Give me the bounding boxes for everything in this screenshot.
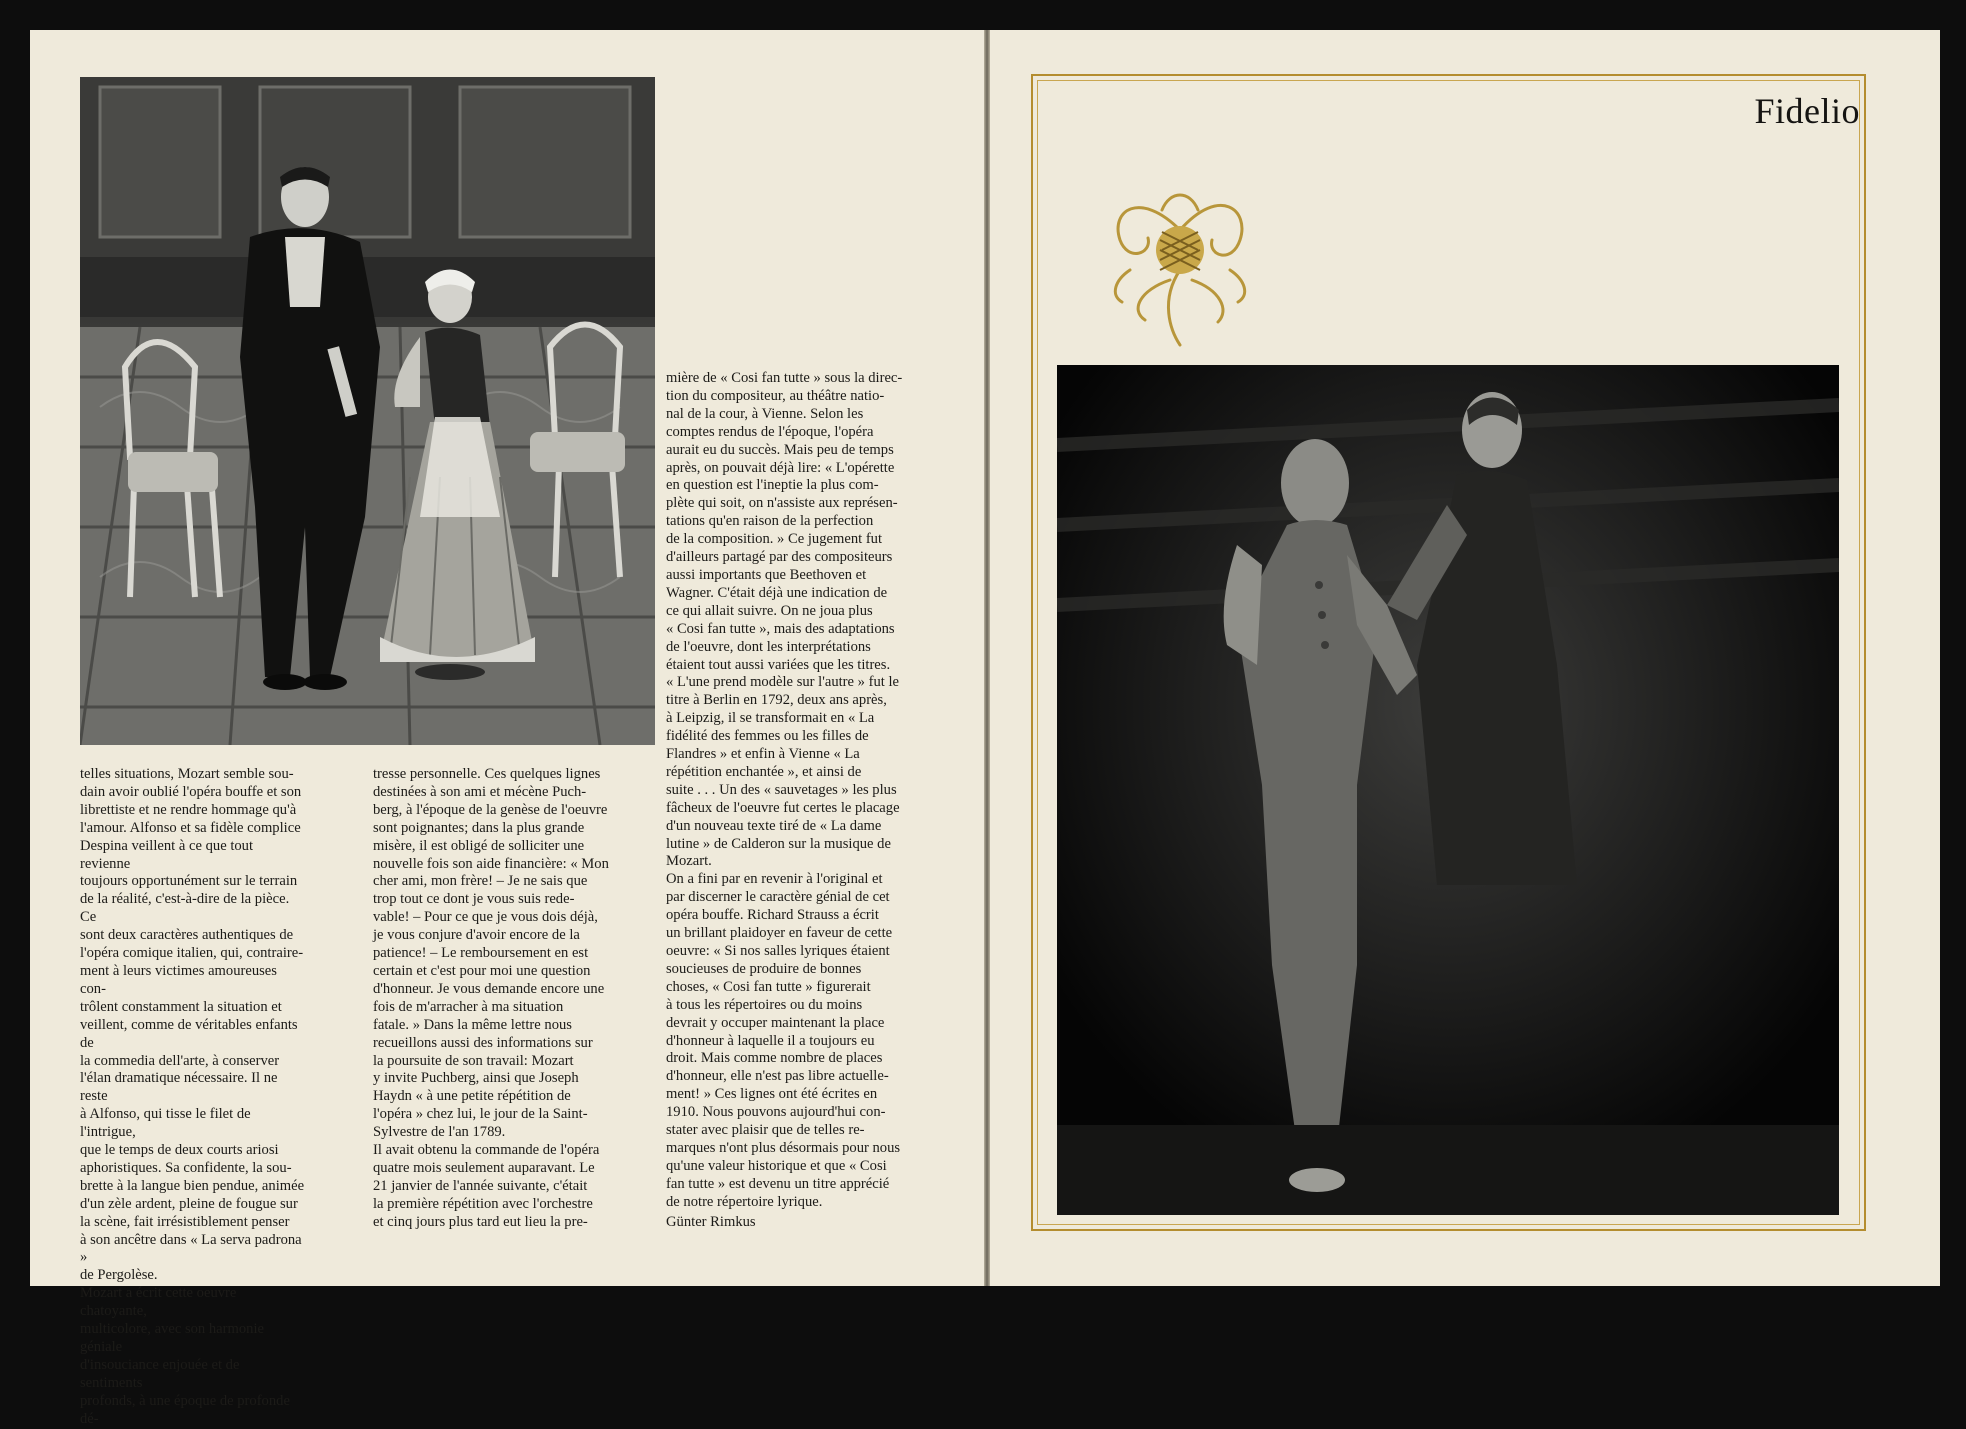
article-text: telles situations, Mozart semble sou- dain avoir oublié l'opéra bouffe et son librettiste et ne rendre hommage qu'à l'amour. Alfonso et sa fidèle complice Despina veillent à ce que tout revienne toujours opportunément sur le terrain de la réalité, c'est-à-dire de la pièce. Ce sont deux caractères authentiques de l'opéra comique italien, qui, contraire- ment à leurs victimes amoureuses con- trôlent constamment la situation et veillent, comme de véritables enfants de la commedia dell'arte, à conserver l'élan dramatique nécessaire. Il ne reste à Alfonso, qui tisse le filet de l'intrigue, que le temps de deux courts ariosi aphoristiques. Sa confidente, la sou- brette à la langue bien pendue, animée d'un zèle ardent, pleine de fougue sur la scène, fait irrésistiblement penser à son ancêtre dans « La serva padrona » de Pergolèse. Mozart a écrit cette oeuvre chatoyante, multicolore, avec son harmonie géniale d'insouciance enjouée et de sentiments profonds, à une époque de profonde dé- (80, 766, 305, 1427)
page-title: Fidelio (1754, 91, 1860, 131)
article-column-1 (80, 766, 305, 1429)
gold-rococo-ornament-icon (1100, 170, 1260, 350)
article-column-3 (666, 370, 956, 1232)
article-text: mière de « Cosi fan tutte » sous la direc- tion du compositeur, au théâtre natio- nal de la cour, à Vienne. Selon les comptes rendus de l'époque, l'opéra aurait eu du succès. Mais peu de temps après, on pouvait déjà lire: « L'opérette en question est l'ineptie la plus com- plète qui soit, on n'assiste aux représen- tations qu'en raison de la perfection de la composition. » Ce jugement fut d'ailleurs partagé par des compositeurs aussi importants que Beethoven et Wagner. C'était déjà une indication de ce qui allait suivre. On ne joua plus « Cosi fan tutte », mais des adaptations de l'oeuvre, dont les interprétations étaient tout aussi variées que les titres. « L'une prend modèle sur l'autre » fut le titre à Berlin en 1792, deux ans après, à Leipzig, il se transformait en « La fidélité des femmes ou les filles de Flandres » et enfin à Vienne « La répétition enchantée », et ainsi de suite . . . Un des « sauvetages » les plus fâcheux de l'oeuvre fut certes le placage d'un nouveau texte tiré de « La dame lutine » de Calderon sur la musique de Mozart. On a fini par en revenir à l'original et par discerner le caractère génial de cet opéra bouffe. Richard Strauss a écrit un brillant plaidoyer en faveur de cette oeuvre: « Si nos salles lyriques étaient soucieuses de produire de bonnes choses, « Cosi fan tutte » figurerait à tous les répertoires ou du moins devrait y occuper maintenant la place d'honneur à laquelle il a toujours eu droit. Mais comme nombre de places d'honneur, elle n'est pas libre actuelle- ment! » Ces lignes ont été écrites en 1910. Nous pouvons aujourd'hui con- stater avec plaisir que de telles re- marques n'ont plus désormais pour nous qu'une valeur historique et que « Cosi fan tutte » est devenu un titre apprécié de notre répertoire lyrique. (666, 370, 903, 1210)
cosi-scene-illustration (80, 77, 655, 745)
article-column-2 (373, 766, 658, 1232)
article-text: tresse personnelle. Ces quelques lignes destinées à son ami et mécène Puch- berg, à l'époque de la genèse de l'oeuvre sont poignantes; dans la plus grande misère, il est obligé de solliciter une nouvelle fois son aide financière: « Mon cher ami, mon frère! – Je ne sais que trop tout ce dont je vous suis rede- vable! – Pour ce que je vous dois déjà, je vous conjure d'avoir encore de la patience! – Le remboursement en est certain et c'est pour moi une question d'honneur. Je vous demande encore une fois de m'arracher à ma situation fatale. » Dans la même lettre nous recueillons aussi des informations sur la poursuite de son travail: Mozart y invite Puchberg, ainsi que Joseph Haydn « à une petite répétition de l'opéra » chez lui, le jour de la Saint- Sylvestre de l'an 1789. Il avait obtenu la commande de l'opéra quatre mois seulement auparavant. Le 21 janvier de l'année suivante, c'était la première répétition avec l'orchestre et cinq jours plus tard eut lieu la pre- (373, 766, 609, 1230)
fidelio-photo (1057, 365, 1839, 1215)
fidelio-scene-illustration (1057, 365, 1839, 1215)
cosi-fan-tutte-photo (80, 77, 655, 745)
author-signature: Günter Rimkus (666, 1213, 756, 1230)
